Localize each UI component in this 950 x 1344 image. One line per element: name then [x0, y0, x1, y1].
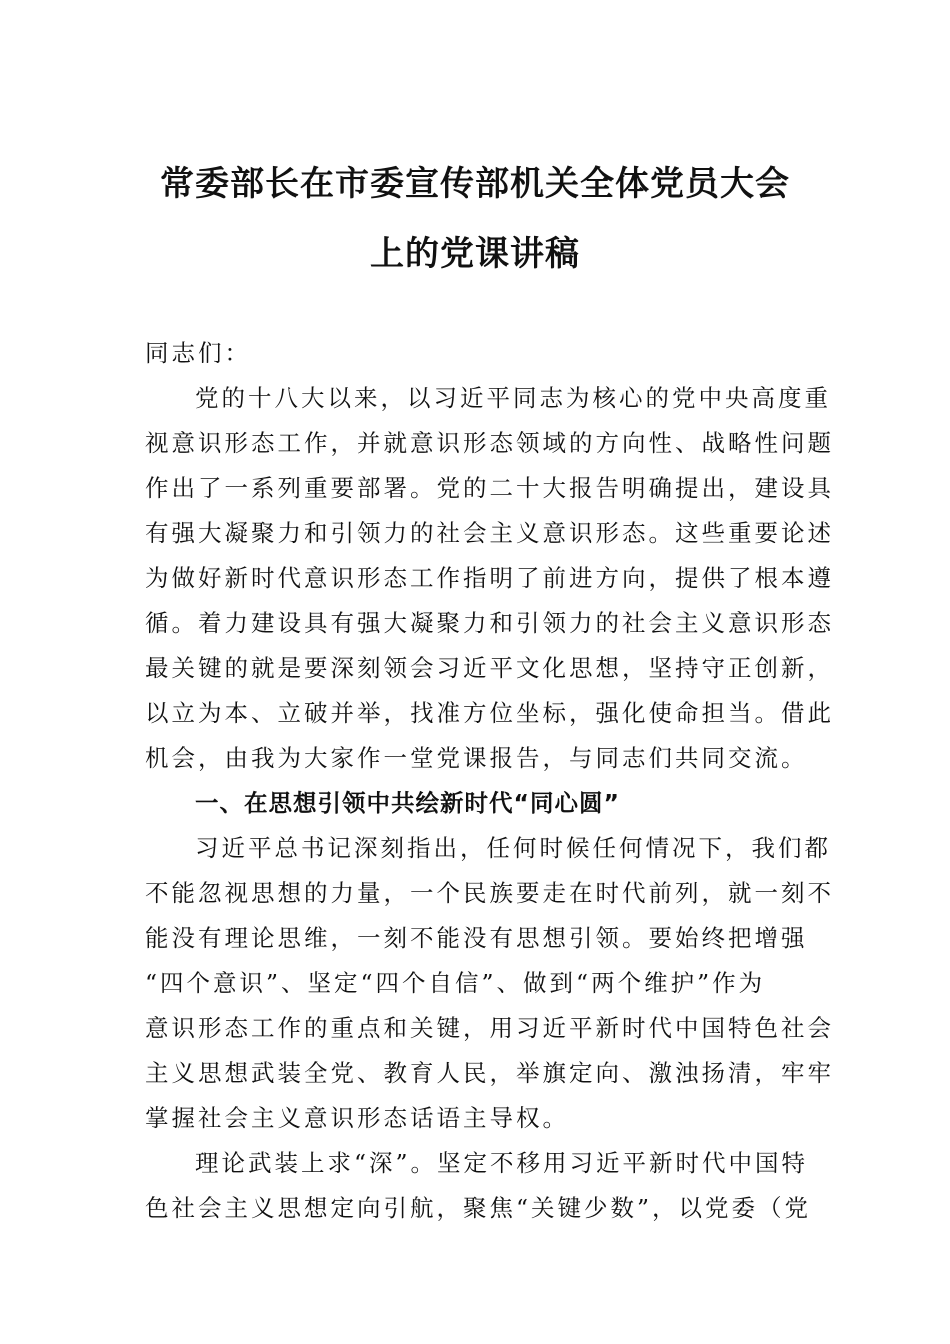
paragraph-1-line: 最关键的就是要深刻领会习近平文化思想，坚持守正创新， [145, 654, 834, 682]
paragraph-1-line: 为做好新时代意识形态工作指明了前进方向，提供了根本遵 [145, 564, 834, 592]
paragraph-2-line: 主义思想武装全党、教育人民，举旗定向、激浊扬清，牢牢 [145, 1059, 834, 1087]
paragraph-2-line: 习近平总书记深刻指出，任何时候任何情况下，我们都 [195, 834, 831, 862]
paragraph-1-line: 作出了一系列重要部署。党的二十大报告明确提出，建设具 [145, 474, 834, 502]
paragraph-1-line: 有强大凝聚力和引领力的社会主义意识形态。这些重要论述 [145, 519, 834, 547]
salutation: 同志们： [145, 339, 251, 367]
section-heading-1: 一、在思想引领中共绘新时代“同心圆” [195, 789, 620, 817]
paragraph-1-line: 党的十八大以来，以习近平同志为核心的党中央高度重 [195, 384, 831, 412]
paragraph-1-line: 循。着力建设具有强大凝聚力和引领力的社会主义意识形态 [145, 609, 834, 637]
paragraph-1-line: 视意识形态工作，并就意识形态领域的方向性、战略性问题 [145, 429, 834, 457]
document-title-line-1: 常委部长在市委宣传部机关全体党员大会 [160, 164, 790, 204]
paragraph-2-line: 掌握社会主义意识形态话语主导权。 [145, 1104, 569, 1132]
paragraph-2-line: “四个意识”、坚定“四个自信”、做到“两个维护”作为 [145, 969, 766, 997]
paragraph-2-line: 意识形态工作的重点和关键，用习近平新时代中国特色社会 [145, 1014, 834, 1042]
paragraph-2-line: 不能忽视思想的力量，一个民族要走在时代前列，就一刻不 [145, 879, 834, 907]
paragraph-2-line: 能没有理论思维，一刻不能没有思想引领。要始终把增强 [145, 924, 808, 952]
document-title-line-2: 上的党课讲稿 [370, 234, 580, 274]
paragraph-3-line: 色社会主义思想定向引航，聚焦“关键少数”，以党委（党 [145, 1194, 812, 1222]
paragraph-1-line: 机会，由我为大家作一堂党课报告，与同志们共同交流。 [145, 744, 808, 772]
paragraph-3-line: 理论武装上求“深”。坚定不移用习近平新时代中国特 [195, 1149, 809, 1177]
paragraph-1-line: 以立为本、立破并举，找准方位坐标，强化使命担当。借此 [145, 699, 834, 727]
